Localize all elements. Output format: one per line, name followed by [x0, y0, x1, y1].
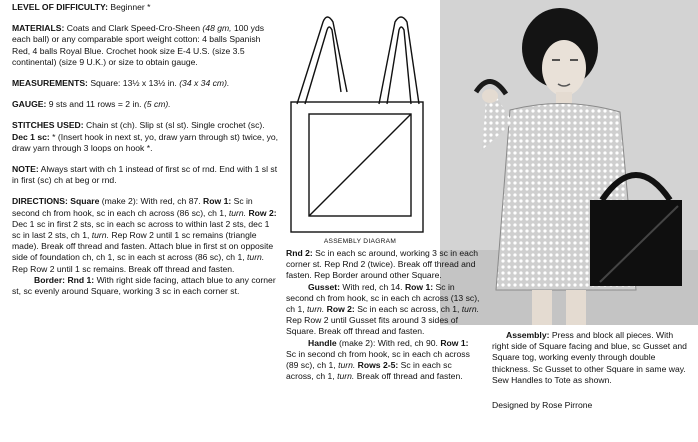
gusset-turn-1: turn. [307, 304, 325, 315]
handle-label: Handle [308, 337, 337, 348]
difficulty-line [12, 2, 280, 13]
assembly-text: Press and block all pieces. With right side of Square facing and blue, sc Gusset and Square tog, working evenly through double thickness. Sc Gusset to other Square in same way. Sew Handles to Tote as shown. [492, 330, 687, 385]
handle-text-2: Sc in second ch from hook, sc in each ch across (89 sc), ch 1, [286, 348, 470, 371]
directions-text-3: Dec 1 sc in first 2 sts, sc in each sc across to within last 2 sts, dec 1 sc in last 2 sts, ch 1, [12, 218, 270, 241]
directions-text-5: Rep Row 2 until 1 sc remains. Break off thread and fasten. [12, 263, 235, 274]
directions-text-4: Rep Row 2 until 1 sc remains (triangle made). Break off thread and fasten. Attach blue in first st on opposite side of foundation ch, ch 1, sc in each st across (86 sc), ch 1, [12, 230, 274, 263]
note-text: Always start with ch 1 instead of first sc of rnd. End with 1 sl st in first (sc) ch at beg or rnd. [12, 164, 278, 186]
handle-text-1: (make 2): With red, ch 90. [339, 337, 438, 348]
gusset-row1-label: Row 1: [404, 281, 434, 292]
stitches-text: Chain st (ch). Slip st (sl st). Single crochet (sc). [86, 120, 265, 131]
handle-outline-left [297, 17, 347, 104]
handle-text-3: Sc in each sc across, ch 1, [286, 360, 452, 382]
directions-text-1: (make 2): With red, ch 87. [101, 196, 201, 207]
square-label: Square [70, 196, 100, 207]
handle-row1-label: Row 1: [440, 337, 469, 348]
border-continued [286, 248, 480, 282]
gusset-text-4: Rep Row 2 until Gusset fits around 3 sides of Square. Break off thread and fasten. [286, 315, 458, 337]
note-label: NOTE: [12, 164, 39, 175]
left-column [12, 2, 280, 297]
materials-text-1: Coats and Clark Speed-Cro-Sheen [66, 23, 201, 34]
handle-outline-right-inner [387, 27, 411, 104]
gusset-text-2: Sc in second ch from hook, sc in each ch across (13 sc), ch 1, [286, 281, 480, 315]
gusset-text-3: Sc in each sc across, ch 1, [357, 304, 460, 315]
measurements-text: Square: 13½ x 13½ in. [90, 78, 177, 89]
handle-turn-2: turn. [337, 371, 355, 382]
handle-rows-label: Rows 2-5: [357, 360, 399, 371]
measurements-label: MEASUREMENTS: [12, 78, 88, 89]
border-label: Border: [34, 274, 66, 285]
gusset-row2-label: Row 2: [326, 304, 355, 315]
materials-text-2: (48 gm, [202, 23, 232, 34]
measurements-metric: (34 x 34 cm). [179, 78, 230, 89]
designer-credit: Designed by Rose Pirrone [492, 400, 593, 411]
diagram-caption: ASSEMBLY DIAGRAM [323, 238, 397, 245]
assembly-label: Assembly: [506, 330, 550, 340]
stitches-label: STITCHES USED: [12, 120, 84, 131]
materials-section [12, 23, 280, 68]
directions-label: DIRECTIONS: [12, 196, 68, 207]
border-text-2: Sc in each sc around, working 3 sc in each corner st. Rep Rnd 2 (twice). Break off thread and fasten. Rep Border around other Square. [286, 248, 479, 281]
gauge-section [12, 99, 280, 110]
handle-turn-1: turn. [338, 360, 356, 371]
gusset-text-1: With red, ch 14. [342, 281, 403, 292]
gusset-section [286, 282, 480, 338]
note-section [12, 164, 280, 186]
gusset-label: Gusset: [308, 281, 340, 292]
turn-2: turn. [91, 230, 109, 241]
handle-text-4: Break off thread and fasten. [356, 371, 463, 382]
right-column [492, 330, 692, 421]
assembly-diagram [283, 4, 433, 249]
middle-column [286, 248, 480, 382]
assembly-section [492, 330, 692, 386]
measurements-section [12, 78, 280, 89]
stitches-section [12, 120, 280, 154]
gauge-metric: (5 cm). [143, 99, 171, 110]
border-text-1: With right side facing, attach blue to any corner st, sc evenly around Square, working 3 sc in each corner st. [12, 274, 276, 297]
gusset-turn-2: turn. [461, 304, 479, 315]
directions-text-2: Sc in second ch from hook, sc in each ch across (86 sc), ch 1, [12, 196, 253, 218]
materials-label: MATERIALS: [12, 23, 65, 34]
bag-diagonal [309, 114, 411, 216]
row1-label: Row 1: [203, 196, 232, 207]
face-shape [542, 40, 586, 96]
turn-3: turn. [247, 252, 265, 263]
border-section [12, 275, 280, 297]
rnd1-label: Rnd 1: [67, 274, 95, 285]
materials-text-3: 100 yds each ball) or any comparable sport weight cotton: 4 balls Spanish Red, 4 balls Royal Blue. Crochet hook size E-4 U.S. (size 3.5 continental) (size 9 U.K.) or size to obtain gauge. [12, 23, 265, 67]
row2-label: Row 2: [248, 207, 277, 218]
dec-label: Dec 1 sc: [12, 131, 50, 142]
handle-section [286, 338, 480, 383]
dec-text: * (Insert hook in next st, yo, draw yarn through st) twice, yo, draw yarn through 3 loops on hook *. [12, 131, 279, 153]
difficulty-value: Beginner * [110, 2, 151, 12]
gauge-label: GAUGE: [12, 99, 47, 110]
tote-bag [590, 200, 682, 286]
difficulty-label: LEVEL OF DIFFICULTY: [12, 2, 108, 12]
gauge-text: 9 sts and 11 rows = 2 in. [48, 99, 142, 110]
directions-section [12, 196, 280, 274]
rnd2-label: Rnd 2: [286, 248, 313, 258]
turn-1: turn. [228, 207, 247, 218]
